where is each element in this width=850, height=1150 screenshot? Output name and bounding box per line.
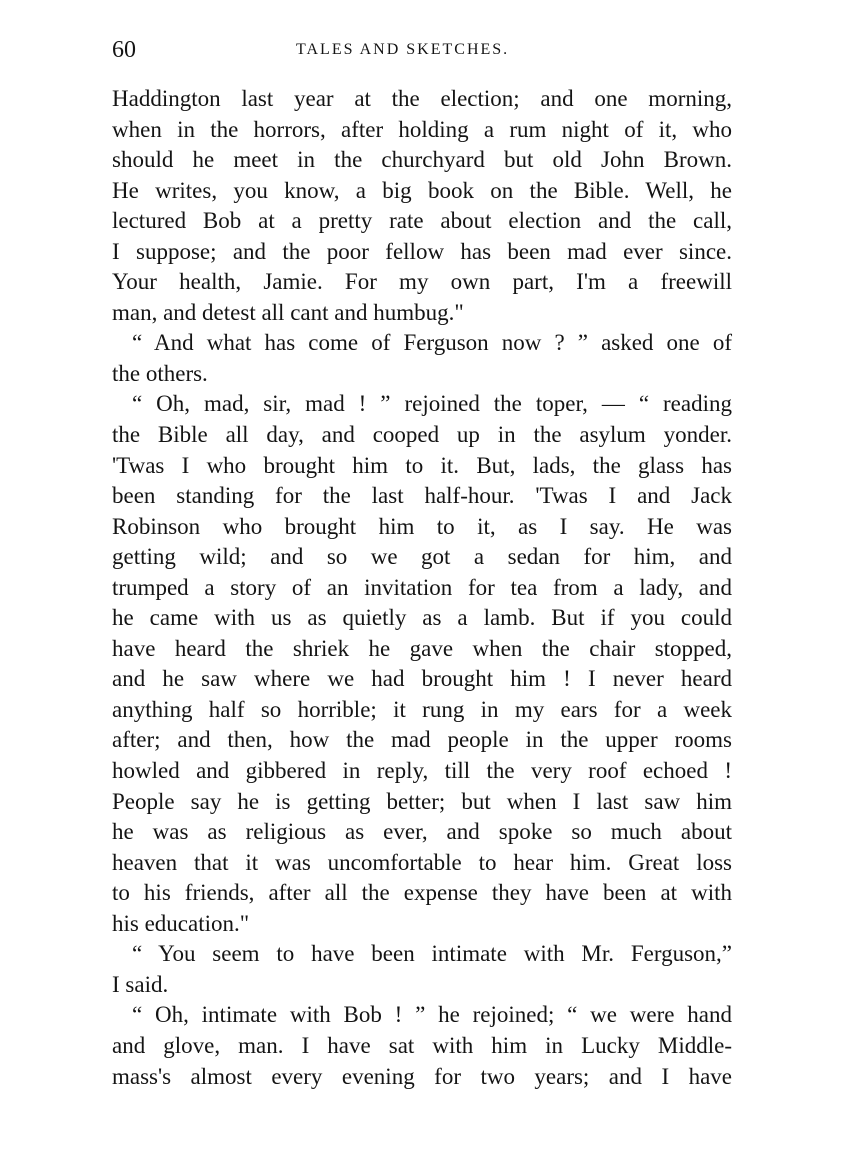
text-line: the Bible all day, and cooped up in the asylum yonder. (112, 422, 732, 448)
text-line: mass's almost every evening for two years; and I have (112, 1063, 732, 1089)
text-line: and glove, man. I have sat with him in Lucky Middle- (112, 1032, 732, 1058)
page-number: 60 (112, 37, 136, 63)
text-line: “ You seem to have been intimate with Mr. Ferguson,” (132, 941, 732, 967)
text-line: “ Oh, mad, sir, mad ! ” rejoined the toper, — “ reading (132, 391, 732, 417)
text-line: Robinson who brought him to it, as I say. He was (112, 513, 732, 539)
text-line: getting wild; and so we got a sedan for him, and (112, 544, 732, 570)
text-line: He writes, you know, a big book on the Bible. Well, he (112, 177, 732, 203)
text-line: have heard the shriek he gave when the chair stopped, (112, 635, 732, 661)
text-line: 'Twas I who brought him to it. But, lads, the glass has (112, 452, 732, 478)
text-line: he was as religious as ever, and spoke so much about (112, 819, 732, 845)
body-text (112, 84, 732, 1092)
text-line: his education." (112, 910, 250, 936)
text-line: “ Oh, intimate with Bob ! ” he rejoined; “ we were hand (132, 1002, 732, 1028)
text-line: I said. (112, 971, 169, 997)
running-title: TALES AND SKETCHES. (296, 41, 510, 58)
text-line: lectured Bob at a pretty rate about election and the call, (112, 208, 732, 234)
text-line: trumped a story of an invitation for tea from a lady, and (112, 574, 732, 600)
text-line: man, and detest all cant and humbug." (112, 299, 464, 325)
text-line: to his friends, after all the expense they have been at with (112, 880, 732, 906)
text-line: heaven that it was uncomfortable to hear him. Great loss (112, 849, 732, 875)
text-line: should he meet in the churchyard but old John Brown. (112, 147, 732, 173)
text-line: and he saw where we had brought him ! I never heard (112, 666, 732, 692)
text-line: People say he is getting better; but when I last saw him (112, 788, 732, 814)
text-line: the others. (112, 360, 208, 386)
text-line: anything half so horrible; it rung in my ears for a week (112, 696, 732, 722)
text-line: when in the horrors, after holding a rum night of it, who (112, 116, 732, 142)
text-line: I suppose; and the poor fellow has been mad ever since. (112, 238, 732, 264)
text-line: after; and then, how the mad people in the upper rooms (112, 727, 732, 753)
text-line: “ And what has come of Ferguson now ? ” asked one of (132, 330, 732, 356)
text-line: Your health, Jamie. For my own part, I'm a freewill (112, 269, 732, 295)
text-line: howled and gibbered in reply, till the very roof echoed ! (112, 758, 732, 784)
text-line: he came with us as quietly as a lamb. But if you could (112, 605, 732, 631)
text-line: been standing for the last half-hour. 'Twas I and Jack (112, 483, 732, 509)
text-line: Haddington last year at the election; and one morning, (112, 86, 732, 111)
